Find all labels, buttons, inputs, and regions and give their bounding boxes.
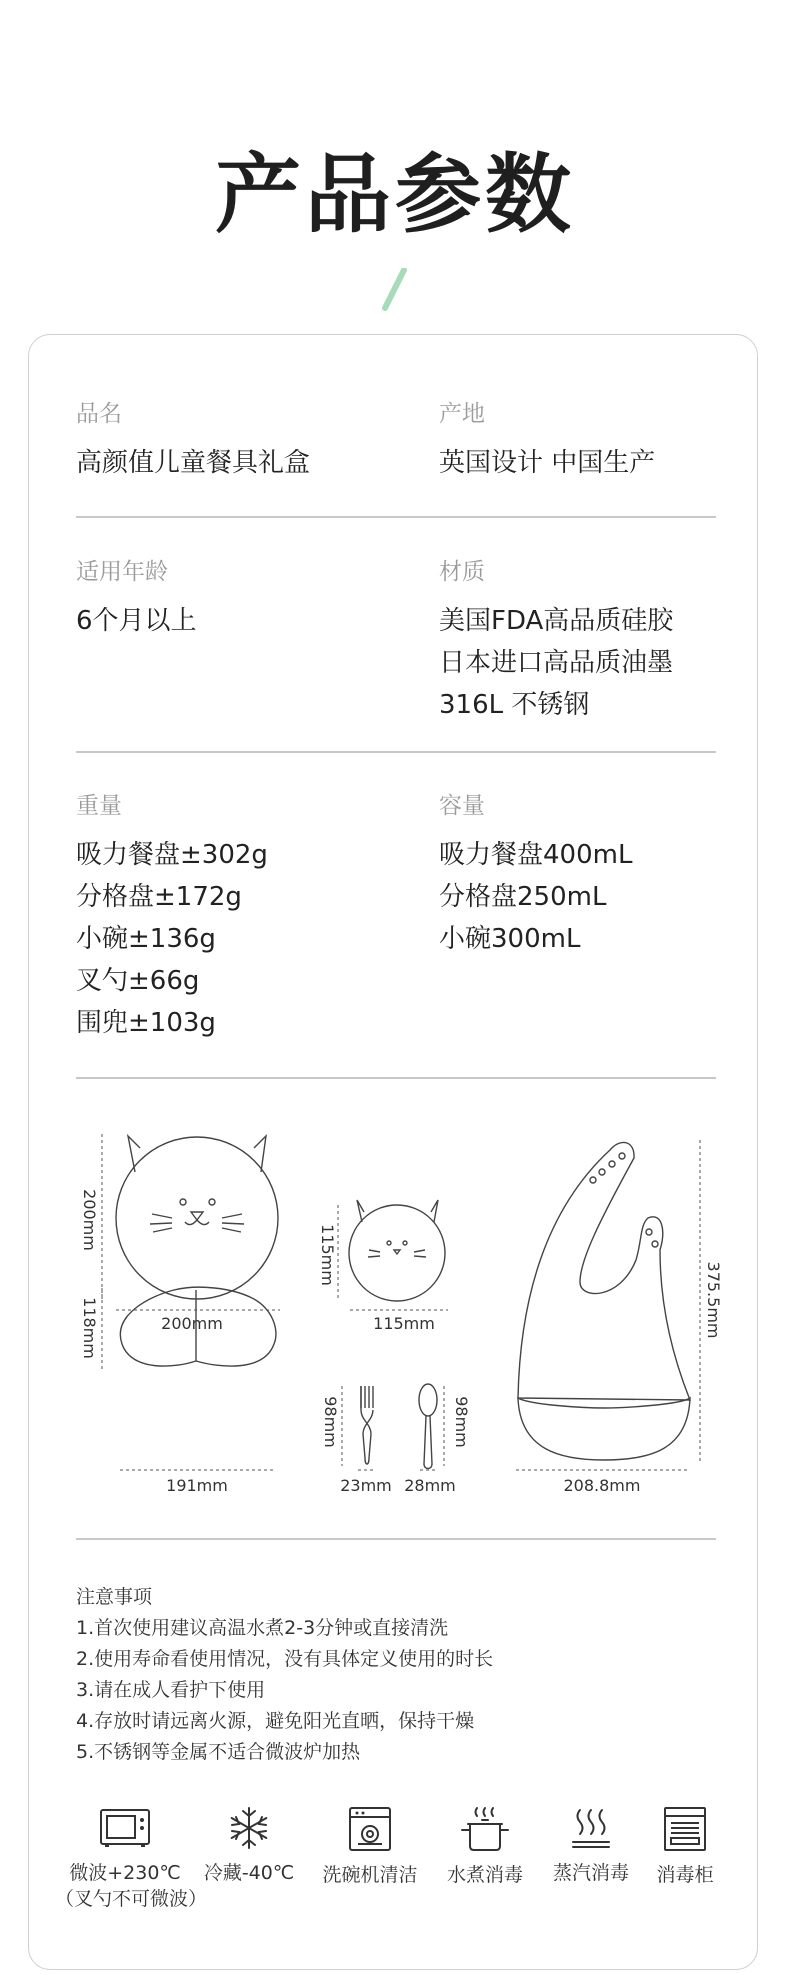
cat-bowl-outline — [349, 1200, 445, 1301]
dim-fork-width: 23mm — [340, 1476, 392, 1495]
spec-value-material — [439, 600, 673, 726]
care-label: 消毒柜 — [656, 1864, 714, 1886]
weight-item: 分格盘±172g — [76, 882, 242, 912]
spec-value-capacity — [439, 834, 632, 960]
dim-spoon-height: 98mm — [452, 1396, 471, 1448]
care-freezer — [179, 1806, 319, 1886]
dim-plate-width: 200mm — [161, 1314, 223, 1333]
cat-plate-outline — [116, 1136, 278, 1299]
snowflake-icon — [227, 1806, 271, 1850]
spec-label-material: 材质 — [439, 559, 485, 585]
dim-bowl-width: 115mm — [373, 1314, 435, 1333]
divider — [76, 1077, 716, 1079]
weight-item: 围兜±103g — [76, 1008, 216, 1038]
spec-value-weight — [76, 834, 268, 1044]
weight-item: 小碗±136g — [76, 924, 216, 954]
note-item: 5.不锈钢等金属不适合微波炉加热 — [76, 1741, 361, 1763]
spec-label-weight: 重量 — [76, 793, 122, 819]
microwave-icon — [99, 1806, 151, 1850]
notes-heading: 注意事项 — [76, 1586, 153, 1608]
steam-icon — [569, 1806, 613, 1850]
spec-value-age: 6个月以上 — [76, 606, 197, 636]
dim-fork-height: 98mm — [321, 1396, 340, 1448]
note-item: 4.存放时请远离火源，避免阳光直晒，保持干燥 — [76, 1710, 475, 1732]
spec-value-origin: 英国设计 中国生产 — [439, 448, 656, 478]
care-label: 微波+230℃ — [69, 1862, 181, 1884]
boiling-pot-icon — [458, 1806, 512, 1852]
capacity-item: 分格盘250mL — [439, 882, 607, 912]
page-title: 产品参数 — [215, 145, 575, 245]
dim-spoon-width: 28mm — [404, 1476, 456, 1495]
material-item: 日本进口高品质油墨 — [439, 648, 674, 678]
capacity-item: 吸力餐盘400mL — [439, 840, 633, 870]
dim-bib-width: 208.8mm — [563, 1476, 641, 1495]
care-label: 蒸汽消毒 — [552, 1862, 629, 1884]
notes-section — [76, 1582, 493, 1768]
divider — [76, 1538, 716, 1540]
material-item: 美国FDA高品质硅胶 — [439, 606, 674, 636]
weight-item: 叉勺±66g — [76, 966, 200, 996]
divider — [76, 751, 716, 753]
bib-outline — [518, 1142, 690, 1460]
note-item: 1.首次使用建议高温水煮2-3分钟或直接清洗 — [76, 1617, 449, 1639]
fork-outline — [361, 1386, 373, 1464]
dim-divided-width: 191mm — [166, 1476, 228, 1495]
spec-label-name: 品名 — [76, 401, 122, 427]
dishwasher-icon — [348, 1806, 392, 1852]
spoon-outline — [419, 1384, 437, 1469]
care-label: 冷藏-40℃ — [203, 1862, 295, 1884]
accent-stroke — [380, 268, 408, 312]
spec-label-age: 适用年龄 — [76, 559, 168, 585]
dim-divided-height: 118mm — [80, 1297, 99, 1359]
care-microwave — [55, 1806, 208, 1912]
note-item: 2.使用寿命看使用情况，没有具体定义使用的时长 — [76, 1648, 494, 1670]
note-item: 3.请在成人看护下使用 — [76, 1679, 266, 1701]
care-sublabel: （叉勺不可微波） — [55, 1888, 208, 1910]
spec-label-origin: 产地 — [439, 401, 485, 427]
spec-value-name: 高颜值儿童餐具礼盒 — [76, 448, 311, 478]
sterilizer-cabinet-icon — [663, 1806, 707, 1852]
product-dimension-diagram — [28, 1100, 758, 1500]
dim-bib-height: 375.5mm — [704, 1261, 723, 1339]
care-label: 水煮消毒 — [446, 1864, 523, 1886]
divider — [76, 516, 716, 518]
weight-item: 吸力餐盘±302g — [76, 840, 268, 870]
care-label: 洗碗机清洁 — [322, 1864, 418, 1886]
spec-label-capacity: 容量 — [439, 793, 485, 819]
dim-plate-height: 200mm — [80, 1189, 99, 1251]
dim-bowl-height: 115mm — [318, 1224, 337, 1286]
dimension-lines — [102, 1134, 700, 1470]
material-item: 316L 不锈钢 — [439, 690, 590, 720]
care-sterilizer — [615, 1806, 755, 1888]
cat-face-icon — [150, 1199, 244, 1232]
capacity-item: 小碗300mL — [439, 924, 581, 954]
